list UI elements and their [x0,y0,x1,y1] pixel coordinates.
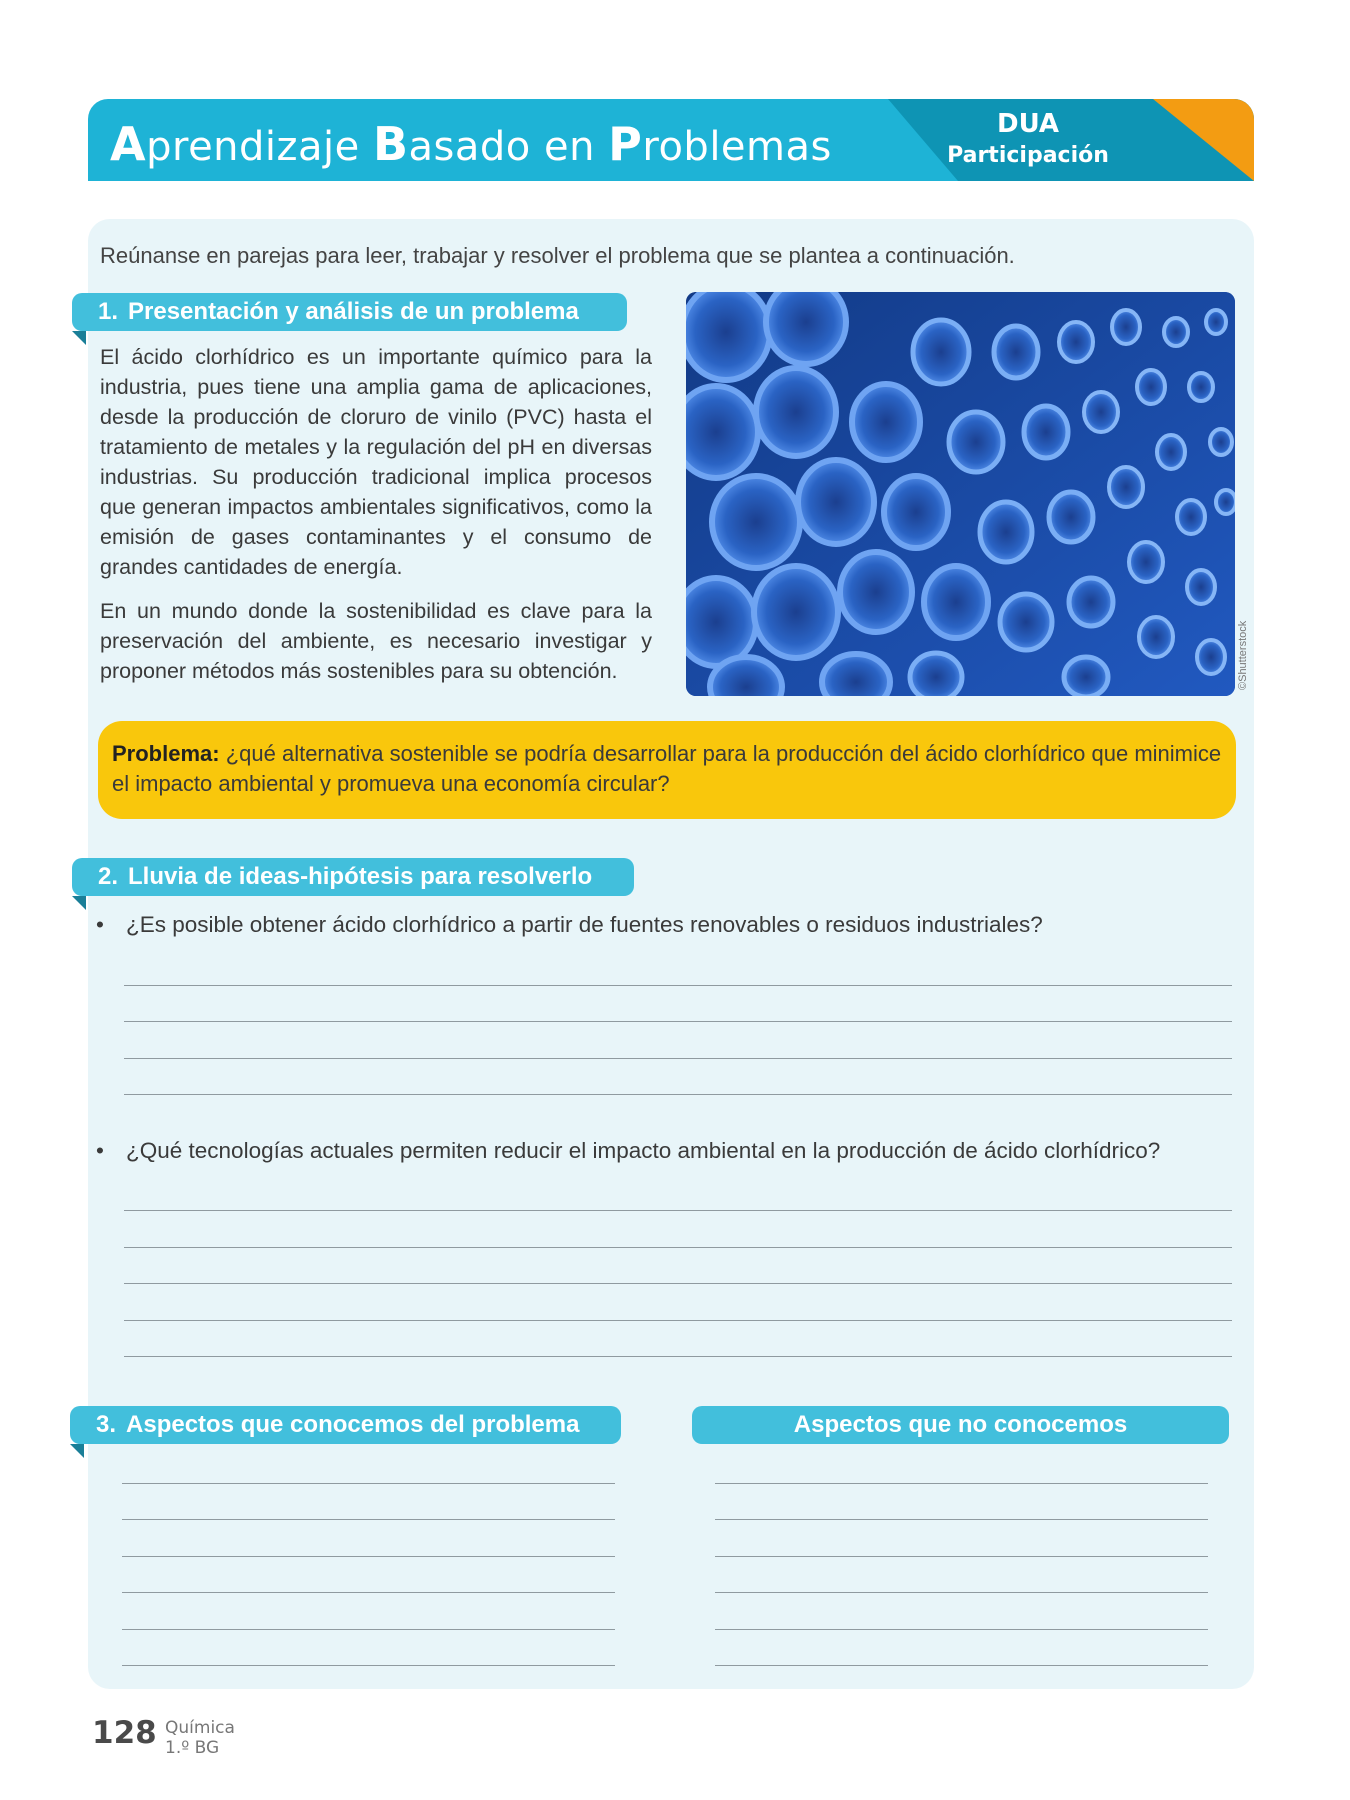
dua-label: DUA [996,109,1060,139]
answer-line[interactable] [124,1021,1232,1022]
dua-subtitle: Participación [947,143,1109,168]
known-answer-line[interactable] [122,1629,615,1630]
subject-name: Química [165,1718,235,1738]
section-3-heading: 3. Aspectos que conocemos del problema [70,1406,621,1444]
problem-box [98,721,1236,819]
pipes-illustration [686,292,1235,696]
answer-line[interactable] [124,985,1232,986]
page-number: 128 [92,1715,157,1751]
section-1-heading: 1. Presentación y análisis de un problema [72,293,627,331]
answer-line[interactable] [124,1094,1232,1095]
problem-label: Problema: [112,741,220,766]
known-answer-line[interactable] [122,1665,615,1666]
footer-subject [165,1718,235,1758]
known-answer-line[interactable] [122,1483,615,1484]
photo-credit: ©Shutterstock [1237,620,1249,690]
grade-level: 1.º BG [165,1738,220,1758]
problem-question: ¿qué alternativa sostenible se podría desarrollar para la producción del ácido clorhídrico que minimice el impacto ambiental y promueva una economía circular? [112,741,1222,796]
answer-line[interactable] [124,1320,1232,1321]
unknown-answer-line[interactable] [715,1629,1208,1630]
unknown-answer-line[interactable] [715,1483,1208,1484]
known-answer-line[interactable] [122,1519,615,1520]
unknown-answer-line[interactable] [715,1519,1208,1520]
known-answer-line[interactable] [122,1556,615,1557]
answer-line[interactable] [124,1058,1232,1059]
intro-text: Reúnanse en parejas para leer, trabajar y resolver el problema que se plantea a continuación. [100,243,1015,268]
question-1: • ¿Es posible obtener ácido clorhídrico a partir de fuentes renovables o residuos industriales? [96,912,1043,937]
answer-line[interactable] [124,1210,1232,1211]
problem-text [112,739,1222,799]
unknown-answer-line[interactable] [715,1556,1208,1557]
header-banner [88,99,1254,181]
pvc-pipes-photo [686,292,1235,696]
heading-fold [72,896,86,910]
page-title: Aprendizaje Basado en Problemas [110,117,832,171]
answer-line[interactable] [124,1356,1232,1357]
unknown-answer-line[interactable] [715,1592,1208,1593]
section-1-paragraph-2: En un mundo donde la sostenibilidad es clave para la preservación del ambiente, es necesario investigar y proponer métodos más sostenibles para su obtención. [100,599,652,683]
unknown-answer-line[interactable] [715,1665,1208,1666]
answer-line[interactable] [124,1283,1232,1284]
heading-fold [70,1444,84,1458]
unknown-aspects-heading: Aspectos que no conocemos [692,1406,1229,1444]
answer-line[interactable] [124,1247,1232,1248]
section-2-heading: 2. Lluvia de ideas-hipótesis para resolverlo [72,858,634,896]
known-answer-line[interactable] [122,1592,615,1593]
question-2: • ¿Qué tecnologías actuales permiten reducir el impacto ambiental en la producción de ácido clorhídrico? [96,1138,1161,1163]
section-1-paragraph-1: El ácido clorhídrico es un importante químico para la industria, pues tiene una amplia gama de aplicaciones, desde la producción de cloruro de vinilo (PVC) hasta el tratamiento de metales y la regulación del pH en diversas industrias. Su producción tradicional implica procesos que generan impactos ambientales significativos, como la emisión de gases contaminantes y el consumo de grandes cantidades de energía. [100,345,652,579]
heading-fold [72,331,86,345]
